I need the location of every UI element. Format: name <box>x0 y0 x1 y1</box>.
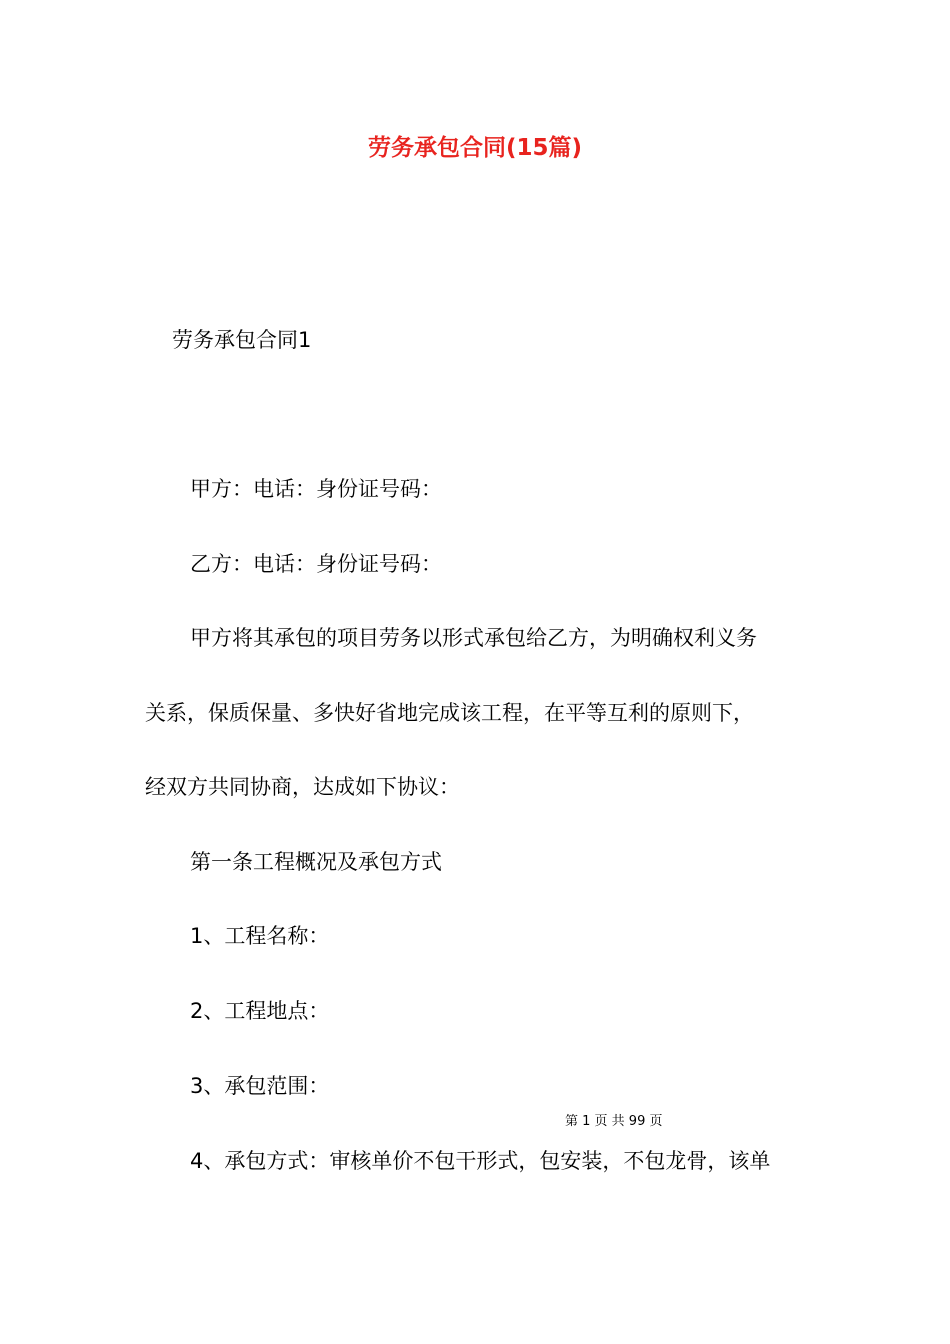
paragraph-line: 关系，保质保量、多快好省地完成该工程，在平等互利的原则下， <box>145 701 754 725</box>
party-a-line: 甲方：电话：身份证号码： <box>190 477 442 501</box>
page-number-footer: 第 1 页 共 99 页 <box>565 1114 663 1129</box>
list-item: 3、承包范围： <box>190 1074 330 1098</box>
list-item: 2、工程地点： <box>190 999 330 1023</box>
party-b-line: 乙方：电话：身份证号码： <box>190 552 442 576</box>
list-item: 4、承包方式：审核单价不包干形式，包安装，不包龙骨，该单 <box>190 1149 771 1173</box>
paragraph-line: 经双方共同协商，达成如下协议： <box>145 775 460 799</box>
article-heading: 第一条工程概况及承包方式 <box>190 850 442 874</box>
paragraph-line: 甲方将其承包的项目劳务以形式承包给乙方，为明确权利义务 <box>190 626 757 650</box>
section-heading: 劳务承包合同1 <box>172 328 312 352</box>
list-item: 1、工程名称： <box>190 924 330 948</box>
document-title: 劳务承包合同(15篇) <box>367 135 583 161</box>
